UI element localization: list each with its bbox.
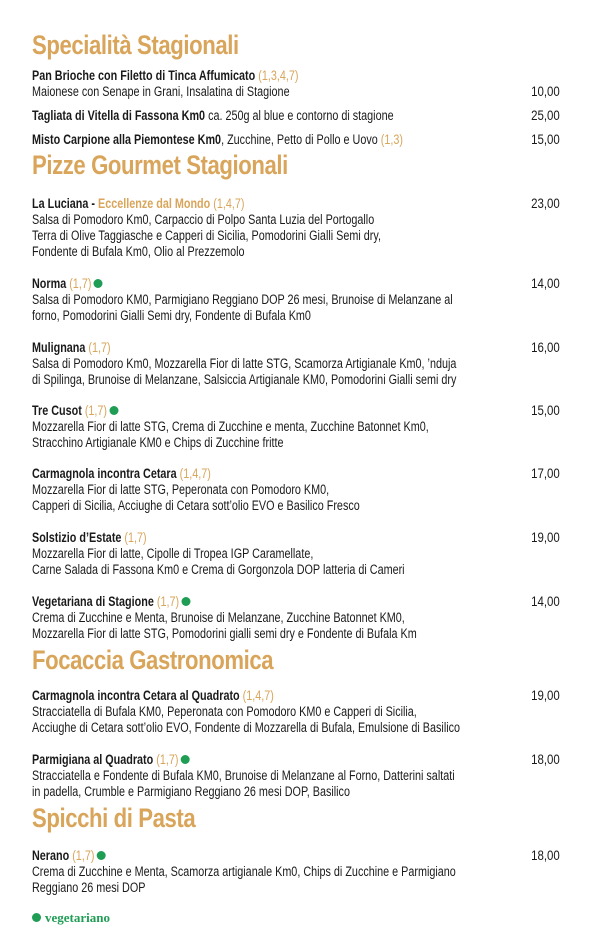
menu-item-mulignana [32,340,560,388]
menu-item-carmagnola [32,466,560,514]
item-price: 23,00 [531,196,560,211]
item-allergens: (1,7) [84,403,108,418]
section-title-focaccia: Focaccia Gastronomica [32,645,274,675]
item-name: Parmigiana al Quadrato [32,752,157,767]
item-price: 18,00 [531,752,560,767]
item-price: 17,00 [531,466,560,481]
item-name: Nerano [32,848,73,863]
menu-item-pan-brioche [32,68,560,100]
vegetarian-dot-icon [97,851,106,860]
section-title-pizze: Pizze Gourmet Stagionali [32,150,288,180]
item-description: Mozzarella Fior di latte, Cipolle di Tropea IGP Caramellate, [32,546,314,561]
item-price: 18,00 [531,848,560,863]
vegetarian-dot-icon [32,913,41,922]
item-name: Misto Carpione alla Piemontese Km0 [32,132,222,147]
section-title-specialita: Specialità Stagionali [32,30,239,60]
item-description: Crema di Zucchine e Menta, Scamorza artigianale Km0, Chips di Zucchine e Parmigiano [32,864,456,879]
item-allergens: (1,4,7) [179,466,211,481]
menu-item-nerano [32,848,560,896]
menu-item-tre-cusot [32,403,560,451]
menu-item-parmigiana [32,752,560,800]
item-allergens: (1,4,7) [210,196,245,211]
item-name: Pan Brioche con Filetto di Tinca Affumicato [32,68,256,83]
item-name: Tre Cusot [32,403,85,418]
item-allergens: (1,4,7) [242,688,274,703]
legend-label: vegetariano [45,910,110,925]
item-allergens: (1,3,4,7) [258,68,299,83]
item-description: ca. 250g al blue e contorno di stagione [205,108,394,123]
item-name: Carmagnola incontra Cetara [32,466,180,481]
item-price: 25,00 [531,108,560,123]
item-name: La Luciana - [32,196,99,211]
item-description: Terra di Olive Taggiasche e Capperi di Sicilia, Pomodorini Gialli Semi dry, [32,228,381,243]
vegetarian-dot-icon [94,279,103,288]
item-description: Salsa di Pomodoro Km0, Mozzarella Fior di latte STG, Scamorza Artigianale Km0, ’nduja [32,356,457,371]
item-description: Stracciatella di Bufala KM0, Peperonata con Pomodoro KM0 e Capperi di Sicilia, [32,704,417,719]
item-description: Carne Salada di Fassona Km0 e Crema di Gorgonzola DOP latteria di Cameri [32,562,405,577]
item-price: 15,00 [531,403,560,418]
item-description: Mozzarella Fior di latte STG, Peperonata con Pomodoro KM0, [32,482,330,497]
menu-item-carmagnola-quadrato [32,688,560,736]
menu-item-misto-carpione [32,132,560,148]
item-description: Reggiano 26 mesi DOP [32,880,146,895]
item-allergens: (1,7) [88,340,111,355]
item-allergens: (1,7) [156,594,180,609]
item-description: Mozzarella Fior di latte STG, Crema di Zucchine e menta, Zucchine Batonnet Km0, [32,419,429,434]
item-description: Salsa di Pomodoro Km0, Carpaccio di Polpo Santa Luzia del Portogallo [32,212,375,227]
item-name: Norma [32,276,70,291]
item-allergens: (1,7) [156,752,179,767]
menu-item-la-luciana [32,196,560,260]
item-description: Mozzarella Fior di latte STG, Pomodorini gialli semi dry e Fondente di Bufala Km [32,626,417,641]
menu-item-norma [32,276,560,324]
item-description: Fondente di Bufala Km0, Olio al Prezzemolo [32,244,245,259]
item-description: Salsa di Pomodoro KM0, Parmigiano Reggiano DOP 26 mesi, Brunoise di Melanzane al [32,292,453,307]
item-price: 15,00 [531,132,560,147]
item-allergens: (1,7) [69,276,92,291]
item-price: 16,00 [531,340,560,355]
item-description: forno, Pomodorini Gialli Semi dry, Fondente di Bufala Km0 [32,308,311,323]
section-title-spicchi: Spicchi di Pasta [32,803,196,833]
item-price: 14,00 [531,594,560,609]
item-allergens: (1,7) [124,530,147,545]
vegetarian-legend [32,910,110,926]
item-name: Carmagnola incontra Cetara al Quadrato [32,688,243,703]
item-price: 19,00 [531,530,560,545]
item-description: Crema di Zucchine e Menta, Brunoise di Melanzane, Zucchine Batonnet KM0, [32,610,405,625]
item-description: Maionese con Senape in Grani, Insalatina di Stagione [32,84,290,99]
menu-item-tagliata [32,108,560,124]
vegetarian-dot-icon [181,597,190,606]
vegetarian-dot-icon [109,406,118,415]
item-price: 19,00 [531,688,560,703]
item-description: Acciughe di Cetara sott’olio EVO, Fondente di Mozzarella di Bufala, Emulsione di Basilico [32,720,461,735]
item-price: 10,00 [531,84,560,99]
item-description: di Spilinga, Brunoise di Melanzane, Salsiccia Artigianale KM0, Pomodorini Gialli semi dry [32,372,457,387]
item-description: in padella, Crumble e Parmigiano Reggiano 26 mesi DOP, Basilico [32,784,350,799]
vegetarian-dot-icon [181,755,190,764]
item-description: Capperi di Sicilia, Acciughe di Cetara sott’olio EVO e Basilico Fresco [32,498,360,513]
item-price: 14,00 [531,276,560,291]
item-description: Stracciatella e Fondente di Bufala KM0, Brunoise di Melanzane al Forno, Datterini saltati [32,768,455,783]
item-name: Tagliata di Vitella di Fassona Km0 [32,108,206,123]
item-tagline: Eccellenze dal Mondo [98,196,211,211]
menu-item-solstizio [32,530,560,578]
menu-item-vegetariana [32,594,560,642]
item-description: Stracchino Artigianale KM0 e Chips di Zucchine fritte [32,435,284,450]
item-name: Solstizio d’Estate [32,530,125,545]
item-name: Mulignana [32,340,89,355]
item-allergens: (1,3) [380,132,403,147]
item-name: Vegetariana di Stagione [32,594,157,609]
item-description: , Zucchine, Petto di Pollo e Uovo [221,132,381,147]
item-allergens: (1,7) [72,848,95,863]
